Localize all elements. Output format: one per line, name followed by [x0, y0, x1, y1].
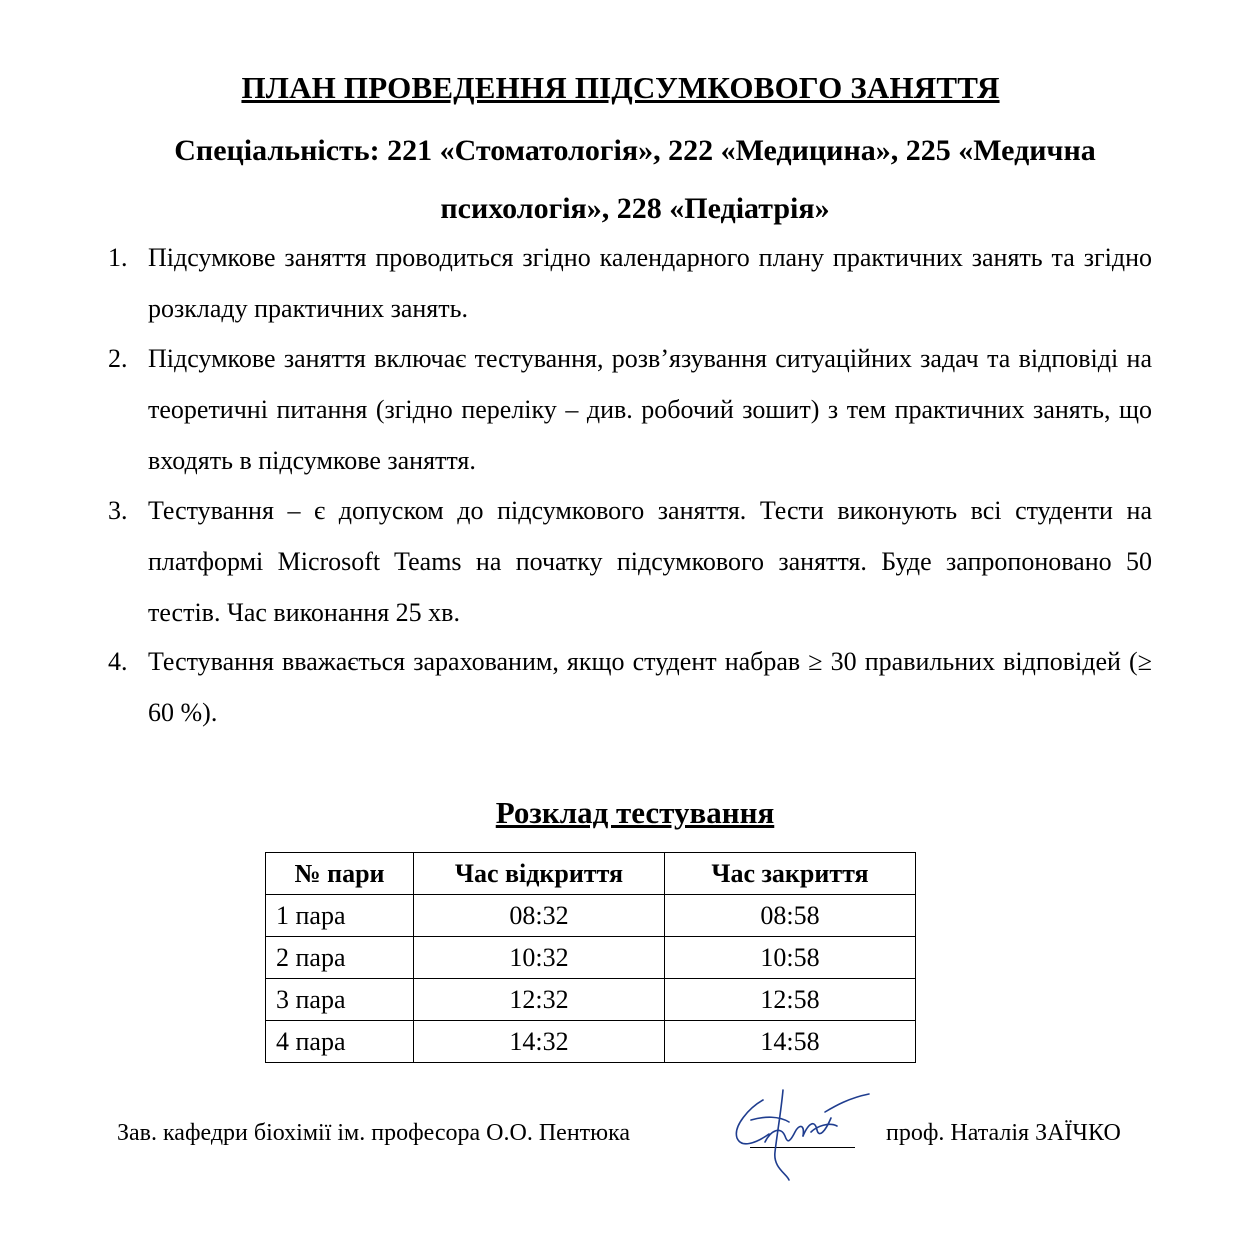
- column-header: Час закриття: [665, 853, 916, 895]
- document-subtitle: Спеціальність: 221 «Стоматологія», 222 «Медицина», 225 «Медична психологія», 228 «Педіатрія»: [174, 134, 1096, 225]
- table-cell: 14:58: [665, 1021, 916, 1063]
- table-cell: 12:58: [665, 979, 916, 1021]
- list-item-text: Тестування вважається зарахованим, якщо студент набрав ≥ 30 правильних відповідей (≥ 60 %).: [148, 647, 1152, 727]
- table-row: [266, 895, 916, 937]
- table-cell: 10:58: [665, 937, 916, 979]
- list-item-text: Підсумкове заняття проводиться згідно календарного плану практичних занять та згідно розкладу практичних занять.: [148, 243, 1152, 323]
- table-cell: 12:32: [414, 979, 665, 1021]
- table-row: [266, 979, 916, 1021]
- list-item-number: 3.: [108, 496, 128, 525]
- table-cell: 3 пара: [266, 979, 414, 1021]
- table-cell: 08:32: [414, 895, 665, 937]
- table-header-row: [266, 853, 916, 895]
- document-title: ПЛАН ПРОВЕДЕННЯ ПІДСУМКОВОГО ЗАНЯТТЯ: [241, 70, 1000, 105]
- signer-name: проф. Наталія ЗАЇЧКО: [886, 1120, 1121, 1146]
- list-item-text: Підсумкове заняття включає тестування, розв’язування ситуаційних задач та відповіді на теоретичні питання (згідно переліку – див. робочий зошит) з тем практичних занять, що входять в підсумкове заняття.: [148, 344, 1152, 475]
- schedule-table: [265, 852, 916, 1063]
- table-cell: 10:32: [414, 937, 665, 979]
- list-item-number: 1.: [108, 243, 128, 272]
- schedule-title: Розклад тестування: [495, 795, 775, 830]
- signer-position: Зав. кафедри біохімії ім. професора О.О. Пентюка: [117, 1120, 631, 1146]
- signature-block: [0, 1112, 1241, 1172]
- column-header: Час відкриття: [414, 853, 665, 895]
- table-cell: 2 пара: [266, 937, 414, 979]
- table-row: [266, 1021, 916, 1063]
- table-cell: 1 пара: [266, 895, 414, 937]
- table-cell: 08:58: [665, 895, 916, 937]
- list-item-number: 4.: [108, 647, 128, 676]
- table-cell: 4 пара: [266, 1021, 414, 1063]
- handwritten-signature-icon: [725, 1082, 875, 1187]
- column-header: № пари: [266, 853, 414, 895]
- list-item-number: 2.: [108, 344, 128, 373]
- list-item-text: Тестування – є допуском до підсумкового заняття. Тести виконують всі студенти на платформі Microsoft Teams на початку підсумкового заняття. Буде запропоновано 50 тестів. Час виконання 25 хв.: [148, 496, 1152, 627]
- table-cell: 14:32: [414, 1021, 665, 1063]
- table-row: [266, 937, 916, 979]
